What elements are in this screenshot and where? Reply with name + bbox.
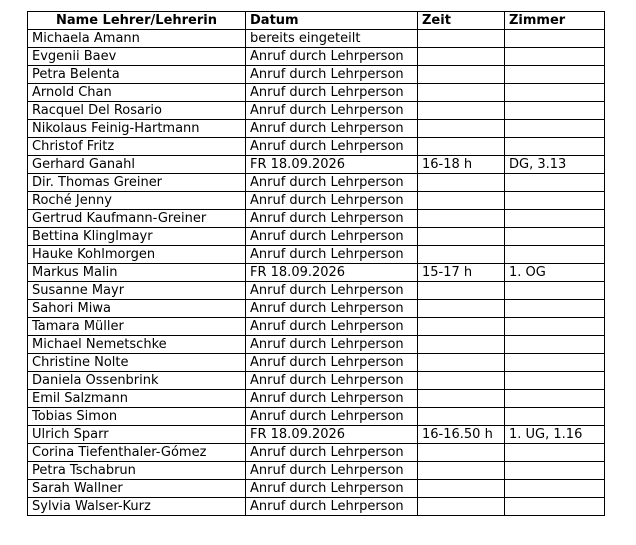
table-row	[28, 408, 605, 426]
cell-datum: Anruf durch Lehrperson	[246, 462, 418, 480]
cell-zimmer	[505, 192, 605, 210]
cell-datum: Anruf durch Lehrperson	[246, 336, 418, 354]
table-row	[28, 390, 605, 408]
cell-name: Michael Nemetschke	[28, 336, 246, 354]
cell-zimmer	[505, 444, 605, 462]
cell-datum: Anruf durch Lehrperson	[246, 246, 418, 264]
table-row	[28, 66, 605, 84]
cell-name: Dir. Thomas Greiner	[28, 174, 246, 192]
cell-zimmer	[505, 498, 605, 516]
cell-zeit	[418, 30, 505, 48]
cell-datum: Anruf durch Lehrperson	[246, 372, 418, 390]
cell-zeit	[418, 498, 505, 516]
cell-datum: Anruf durch Lehrperson	[246, 174, 418, 192]
cell-name: Petra Tschabrun	[28, 462, 246, 480]
table-row	[28, 282, 605, 300]
cell-zeit	[418, 210, 505, 228]
table-row	[28, 480, 605, 498]
cell-zeit	[418, 66, 505, 84]
cell-zimmer	[505, 84, 605, 102]
table-row	[28, 318, 605, 336]
cell-datum: FR 18.09.2026	[246, 156, 418, 174]
cell-datum: FR 18.09.2026	[246, 426, 418, 444]
cell-datum: Anruf durch Lehrperson	[246, 318, 418, 336]
cell-name: Evgenii Baev	[28, 48, 246, 66]
cell-name: Ulrich Sparr	[28, 426, 246, 444]
table-row	[28, 192, 605, 210]
cell-zimmer	[505, 480, 605, 498]
cell-zimmer	[505, 354, 605, 372]
cell-zeit: 15-17 h	[418, 264, 505, 282]
cell-name: Daniela Ossenbrink	[28, 372, 246, 390]
cell-zimmer	[505, 318, 605, 336]
header-zeit: Zeit	[418, 12, 505, 30]
table-row	[28, 156, 605, 174]
table-row	[28, 372, 605, 390]
table-row	[28, 264, 605, 282]
table-row	[28, 354, 605, 372]
table-row	[28, 246, 605, 264]
cell-zeit	[418, 138, 505, 156]
cell-name: Racquel Del Rosario	[28, 102, 246, 120]
cell-name: Christine Nolte	[28, 354, 246, 372]
cell-zimmer	[505, 102, 605, 120]
cell-zeit	[418, 84, 505, 102]
cell-zimmer	[505, 300, 605, 318]
cell-datum: Anruf durch Lehrperson	[246, 444, 418, 462]
cell-datum: Anruf durch Lehrperson	[246, 354, 418, 372]
table-row	[28, 300, 605, 318]
cell-zimmer	[505, 138, 605, 156]
cell-zeit	[418, 300, 505, 318]
teacher-schedule-table	[27, 11, 605, 516]
cell-zeit	[418, 462, 505, 480]
cell-name: Christof Fritz	[28, 138, 246, 156]
cell-zeit	[418, 408, 505, 426]
cell-datum: Anruf durch Lehrperson	[246, 480, 418, 498]
cell-zimmer	[505, 48, 605, 66]
cell-name: Roché Jenny	[28, 192, 246, 210]
cell-zimmer	[505, 228, 605, 246]
table-row	[28, 174, 605, 192]
cell-zeit	[418, 192, 505, 210]
cell-name: Gertrud Kaufmann-Greiner	[28, 210, 246, 228]
table-body	[28, 30, 605, 516]
cell-name: Emil Salzmann	[28, 390, 246, 408]
cell-name: Bettina Klinglmayr	[28, 228, 246, 246]
cell-datum: bereits eingeteilt	[246, 30, 418, 48]
cell-datum: Anruf durch Lehrperson	[246, 300, 418, 318]
cell-zimmer	[505, 462, 605, 480]
cell-zeit	[418, 48, 505, 66]
table-row	[28, 228, 605, 246]
cell-zeit	[418, 102, 505, 120]
cell-name: Corina Tiefenthaler-Gómez	[28, 444, 246, 462]
table-row	[28, 462, 605, 480]
cell-zimmer: 1. OG	[505, 264, 605, 282]
cell-zimmer	[505, 174, 605, 192]
cell-zimmer: DG, 3.13	[505, 156, 605, 174]
table-row	[28, 426, 605, 444]
table-row	[28, 498, 605, 516]
cell-zeit	[418, 318, 505, 336]
header-zimmer: Zimmer	[505, 12, 605, 30]
cell-datum: Anruf durch Lehrperson	[246, 66, 418, 84]
cell-name: Tobias Simon	[28, 408, 246, 426]
cell-name: Sylvia Walser-Kurz	[28, 498, 246, 516]
header-datum: Datum	[246, 12, 418, 30]
cell-zeit	[418, 372, 505, 390]
cell-name: Arnold Chan	[28, 84, 246, 102]
cell-zimmer	[505, 66, 605, 84]
cell-datum: Anruf durch Lehrperson	[246, 498, 418, 516]
table-row	[28, 444, 605, 462]
cell-datum: Anruf durch Lehrperson	[246, 192, 418, 210]
cell-zeit: 16-16.50 h	[418, 426, 505, 444]
cell-zimmer	[505, 120, 605, 138]
cell-zeit	[418, 174, 505, 192]
cell-zeit	[418, 120, 505, 138]
cell-name: Tamara Müller	[28, 318, 246, 336]
cell-datum: Anruf durch Lehrperson	[246, 408, 418, 426]
table-row	[28, 210, 605, 228]
cell-name: Susanne Mayr	[28, 282, 246, 300]
cell-zimmer	[505, 210, 605, 228]
cell-datum: Anruf durch Lehrperson	[246, 228, 418, 246]
cell-zimmer	[505, 282, 605, 300]
table-row	[28, 120, 605, 138]
header-name: Name Lehrer/Lehrerin	[28, 12, 246, 30]
table-row	[28, 30, 605, 48]
table-row	[28, 102, 605, 120]
cell-zeit	[418, 228, 505, 246]
cell-zeit	[418, 390, 505, 408]
cell-zeit	[418, 336, 505, 354]
cell-zeit	[418, 282, 505, 300]
cell-name: Gerhard Ganahl	[28, 156, 246, 174]
cell-datum: Anruf durch Lehrperson	[246, 102, 418, 120]
cell-name: Nikolaus Feinig-Hartmann	[28, 120, 246, 138]
table-row	[28, 48, 605, 66]
table-row	[28, 336, 605, 354]
cell-zimmer	[505, 336, 605, 354]
cell-zeit	[418, 246, 505, 264]
cell-datum: Anruf durch Lehrperson	[246, 390, 418, 408]
cell-zeit	[418, 444, 505, 462]
cell-datum: Anruf durch Lehrperson	[246, 210, 418, 228]
cell-datum: Anruf durch Lehrperson	[246, 282, 418, 300]
cell-zeit	[418, 354, 505, 372]
cell-zimmer: 1. UG, 1.16	[505, 426, 605, 444]
cell-name: Markus Malin	[28, 264, 246, 282]
cell-zeit	[418, 480, 505, 498]
cell-datum: Anruf durch Lehrperson	[246, 84, 418, 102]
table-header-row	[28, 12, 605, 30]
cell-name: Sahori Miwa	[28, 300, 246, 318]
cell-datum: FR 18.09.2026	[246, 264, 418, 282]
cell-zimmer	[505, 408, 605, 426]
cell-zimmer	[505, 30, 605, 48]
cell-name: Petra Belenta	[28, 66, 246, 84]
table-row	[28, 84, 605, 102]
cell-name: Michaela Amann	[28, 30, 246, 48]
table-row	[28, 138, 605, 156]
cell-datum: Anruf durch Lehrperson	[246, 48, 418, 66]
cell-datum: Anruf durch Lehrperson	[246, 138, 418, 156]
cell-name: Hauke Kohlmorgen	[28, 246, 246, 264]
cell-zeit: 16-18 h	[418, 156, 505, 174]
cell-zimmer	[505, 372, 605, 390]
cell-zimmer	[505, 390, 605, 408]
cell-datum: Anruf durch Lehrperson	[246, 120, 418, 138]
cell-zimmer	[505, 246, 605, 264]
cell-name: Sarah Wallner	[28, 480, 246, 498]
